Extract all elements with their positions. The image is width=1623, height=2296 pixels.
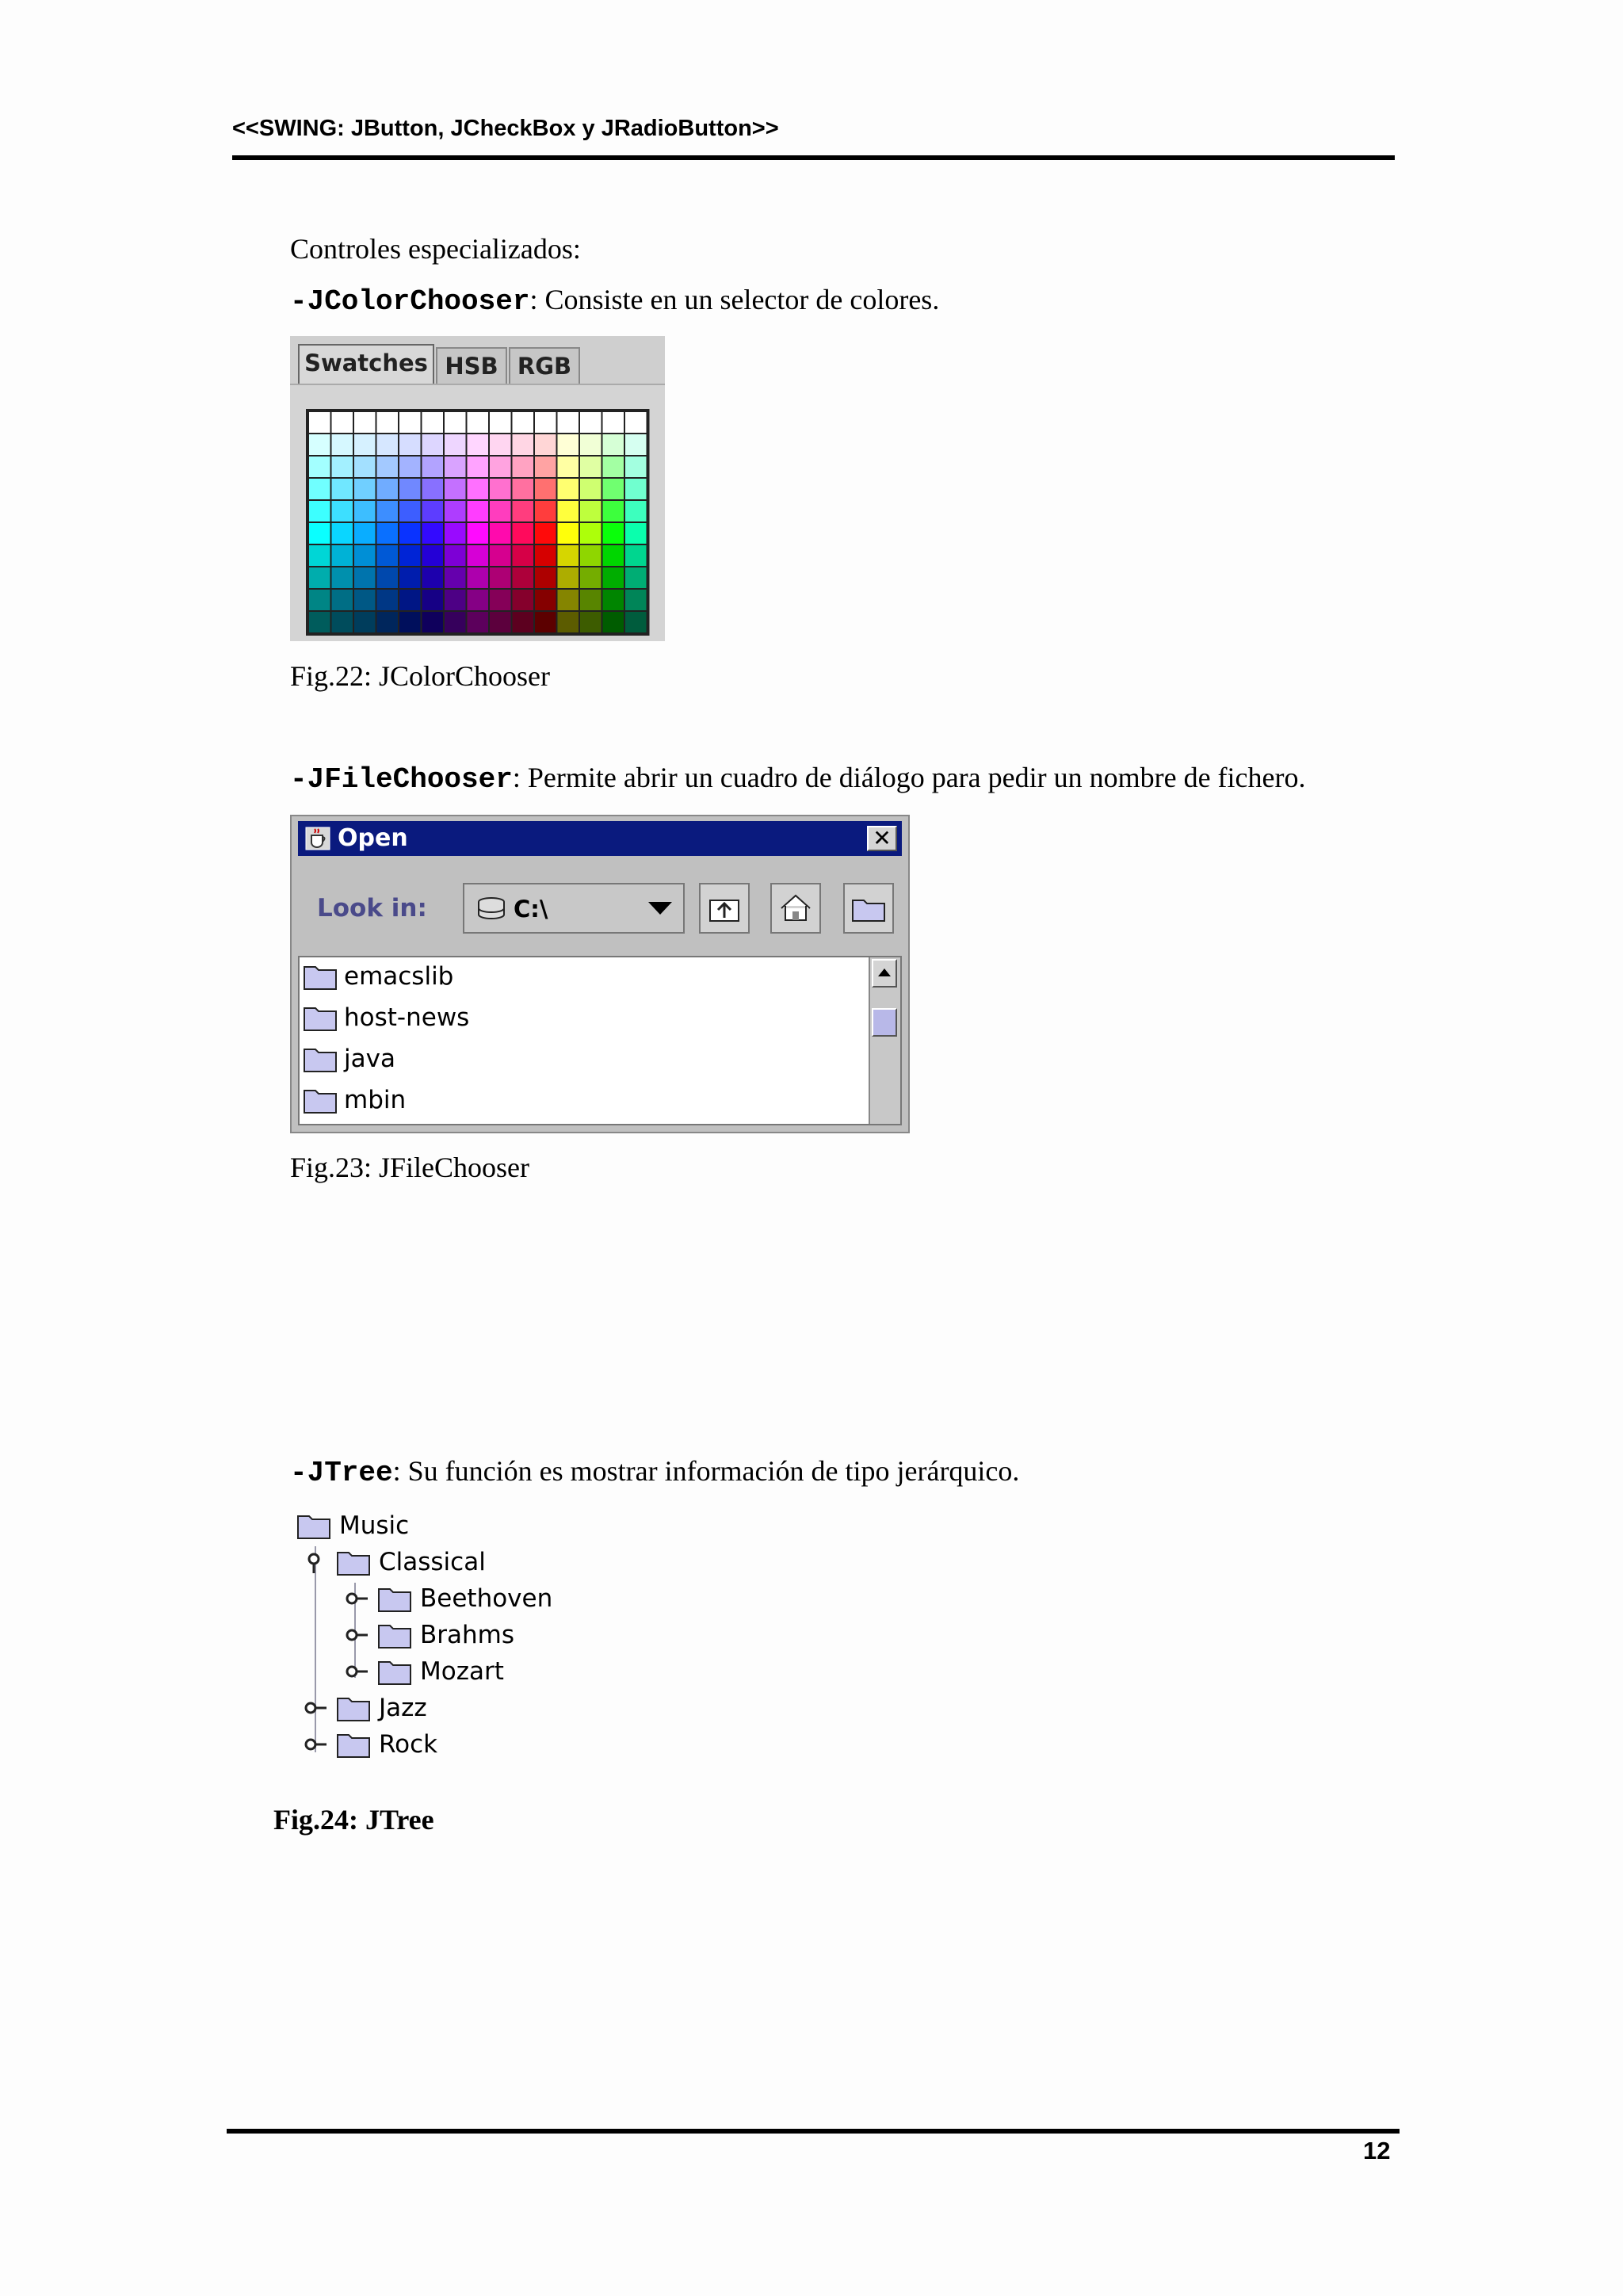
- swatch-cell[interactable]: [513, 412, 534, 433]
- swatch-cell[interactable]: [309, 612, 330, 632]
- swatch-cell[interactable]: [354, 545, 376, 566]
- look-in-value: C:\: [514, 896, 548, 923]
- swatch-cell[interactable]: [377, 567, 399, 588]
- chevron-down-icon: [648, 902, 672, 916]
- swatch-cell[interactable]: [309, 457, 330, 477]
- collapsed-handle-icon[interactable]: [344, 1626, 371, 1645]
- swatch-cell[interactable]: [603, 523, 624, 544]
- header-rule: [232, 155, 1395, 160]
- swatch-cell[interactable]: [603, 434, 624, 455]
- tree-code: -JTree: [290, 1457, 393, 1489]
- swatch-cell[interactable]: [332, 567, 353, 588]
- swatch-cell[interactable]: [535, 612, 556, 632]
- tree-node-label: Mozart: [420, 1657, 504, 1686]
- color-chooser-code: -JColorChooser: [290, 285, 530, 318]
- swatch-cell[interactable]: [558, 590, 579, 610]
- swatch-cell[interactable]: [354, 567, 376, 588]
- swatch-cell[interactable]: [422, 501, 444, 521]
- swatch-cell[interactable]: [399, 412, 421, 433]
- folder-icon: [377, 1619, 412, 1651]
- footer-rule: [227, 2129, 1400, 2134]
- swatch-cell[interactable]: [535, 412, 556, 433]
- folder-icon: [377, 1656, 412, 1687]
- fig22-caption: Fig.22: JColorChooser: [290, 660, 551, 692]
- swatch-cell[interactable]: [399, 457, 421, 477]
- swatch-cell[interactable]: [580, 479, 601, 499]
- swatch-cell[interactable]: [625, 457, 647, 477]
- tab-rgb[interactable]: RGB: [509, 347, 580, 384]
- swatch-cell[interactable]: [603, 545, 624, 566]
- swatch-cell[interactable]: [625, 501, 647, 521]
- swatch-cell[interactable]: [377, 434, 399, 455]
- swatch-cell[interactable]: [309, 590, 330, 610]
- swatch-cell[interactable]: [309, 567, 330, 588]
- swatch-cell[interactable]: [535, 457, 556, 477]
- swatch-cell[interactable]: [422, 590, 444, 610]
- swatch-cell[interactable]: [580, 523, 601, 544]
- swatch-cell[interactable]: [377, 412, 399, 433]
- swatch-cell[interactable]: [399, 501, 421, 521]
- swatch-cell[interactable]: [332, 479, 353, 499]
- swatch-cell[interactable]: [580, 612, 601, 632]
- swatch-cell[interactable]: [603, 612, 624, 632]
- swatch-cell[interactable]: [603, 567, 624, 588]
- swatch-cell[interactable]: [354, 501, 376, 521]
- scroll-up-button[interactable]: [872, 959, 897, 988]
- file-chooser-dialog: [290, 815, 910, 1133]
- up-folder-button[interactable]: [699, 883, 750, 934]
- dialog-title-bar: [298, 821, 902, 856]
- new-folder-icon: [845, 884, 892, 932]
- swatch-cell[interactable]: [354, 457, 376, 477]
- home-icon: [772, 884, 819, 932]
- swatch-cell[interactable]: [332, 457, 353, 477]
- folder-icon: [303, 1043, 338, 1075]
- drive-icon: [475, 896, 507, 921]
- java-cup-icon: [304, 826, 331, 851]
- tree-desc: : Su función es mostrar información de tipo jerárquico.: [392, 1455, 1020, 1487]
- color-chooser-widget: [290, 336, 665, 641]
- collapsed-handle-icon[interactable]: [303, 1735, 330, 1754]
- swatch-cell[interactable]: [490, 567, 511, 588]
- swatch-cell[interactable]: [558, 567, 579, 588]
- swatch-cell[interactable]: [422, 434, 444, 455]
- swatch-cell[interactable]: [309, 501, 330, 521]
- swatch-cell[interactable]: [580, 590, 601, 610]
- swatch-cell[interactable]: [445, 612, 466, 632]
- home-button[interactable]: [770, 883, 821, 934]
- swatch-cell[interactable]: [445, 590, 466, 610]
- swatch-cell[interactable]: [625, 612, 647, 632]
- color-chooser-desc: : Consiste en un selector de colores.: [529, 284, 940, 315]
- page-number: 12: [1363, 2137, 1391, 2164]
- folder-icon: [336, 1692, 371, 1724]
- expanded-handle-icon[interactable]: [304, 1551, 323, 1575]
- swatch-cell[interactable]: [580, 501, 601, 521]
- swatch-cell[interactable]: [377, 457, 399, 477]
- swatch-cell[interactable]: [490, 412, 511, 433]
- tree-node-label: Rock: [379, 1730, 438, 1759]
- swatch-cell[interactable]: [580, 434, 601, 455]
- swatch-cell[interactable]: [490, 501, 511, 521]
- swatch-cell[interactable]: [513, 567, 534, 588]
- swatch-cell[interactable]: [535, 479, 556, 499]
- list-item-label: host-news: [344, 1003, 470, 1032]
- tree-node-label: Brahms: [420, 1621, 515, 1649]
- swatch-cell[interactable]: [535, 434, 556, 455]
- swatch-cell[interactable]: [490, 612, 511, 632]
- swatch-cell[interactable]: [422, 457, 444, 477]
- tab-swatches[interactable]: Swatches: [298, 344, 434, 385]
- swatch-cell[interactable]: [490, 523, 511, 544]
- folder-icon: [377, 1583, 412, 1614]
- swatch-cell[interactable]: [332, 545, 353, 566]
- swatch-cell[interactable]: [468, 545, 489, 566]
- tree-node-label: Jazz: [379, 1694, 427, 1722]
- swatch-cell[interactable]: [399, 590, 421, 610]
- swatch-cell[interactable]: [558, 545, 579, 566]
- swatch-cell[interactable]: [422, 523, 444, 544]
- swatch-cell[interactable]: [332, 501, 353, 521]
- swatch-cell[interactable]: [468, 523, 489, 544]
- swatch-cell[interactable]: [513, 457, 534, 477]
- swatch-cell[interactable]: [377, 501, 399, 521]
- swatch-cell[interactable]: [535, 545, 556, 566]
- swatch-cell[interactable]: [377, 590, 399, 610]
- swatch-cell[interactable]: [399, 567, 421, 588]
- folder-icon: [303, 961, 338, 992]
- swatch-cell[interactable]: [445, 545, 466, 566]
- folder-icon: [336, 1729, 371, 1760]
- up-folder-icon: [701, 884, 748, 932]
- swatch-cell[interactable]: [625, 412, 647, 433]
- dialog-title: Open: [338, 824, 408, 852]
- swatch-cell[interactable]: [332, 434, 353, 455]
- fig23-caption: Fig.23: JFileChooser: [290, 1152, 530, 1183]
- close-button[interactable]: [867, 826, 897, 851]
- folder-icon: [303, 1084, 338, 1116]
- swatch-cell[interactable]: [468, 501, 489, 521]
- swatch-cell[interactable]: [332, 523, 353, 544]
- swatch-cell[interactable]: [468, 567, 489, 588]
- swatch-cell[interactable]: [309, 545, 330, 566]
- tree-node-label: Beethoven: [420, 1584, 553, 1613]
- swatch-cell[interactable]: [377, 612, 399, 632]
- swatch-cell[interactable]: [422, 412, 444, 433]
- collapsed-handle-icon[interactable]: [344, 1662, 371, 1681]
- swatch-cell[interactable]: [580, 567, 601, 588]
- look-in-label: Look in:: [317, 894, 427, 923]
- swatch-cell[interactable]: [625, 545, 647, 566]
- swatch-cell[interactable]: [309, 412, 330, 433]
- swatch-cell[interactable]: [603, 457, 624, 477]
- swatch-cell[interactable]: [422, 612, 444, 632]
- swatches-panel: [290, 384, 665, 641]
- swatch-cell[interactable]: [354, 412, 376, 433]
- swatch-cell[interactable]: [377, 523, 399, 544]
- file-list[interactable]: [298, 956, 902, 1125]
- swatch-cell[interactable]: [332, 412, 353, 433]
- tree-paragraph: [290, 1454, 1019, 1489]
- swatch-cell[interactable]: [535, 567, 556, 588]
- vertical-scrollbar[interactable]: [869, 957, 900, 1124]
- swatch-cell[interactable]: [445, 434, 466, 455]
- swatch-cell[interactable]: [422, 567, 444, 588]
- swatch-cell[interactable]: [513, 434, 534, 455]
- tree-node-label: Music: [339, 1511, 410, 1540]
- arrow-up-icon: [873, 961, 896, 986]
- swatch-cell[interactable]: [490, 479, 511, 499]
- swatch-cell[interactable]: [309, 434, 330, 455]
- list-item-label: emacslib: [344, 962, 454, 991]
- tree-node-label: Classical: [379, 1548, 486, 1576]
- swatch-cell[interactable]: [354, 479, 376, 499]
- swatch-cell[interactable]: [309, 479, 330, 499]
- swatch-cell[interactable]: [535, 501, 556, 521]
- folder-icon: [303, 1002, 338, 1033]
- swatch-cell[interactable]: [490, 545, 511, 566]
- swatch-cell[interactable]: [468, 479, 489, 499]
- swatch-cell[interactable]: [603, 590, 624, 610]
- swatch-cell[interactable]: [625, 434, 647, 455]
- swatch-cell[interactable]: [558, 479, 579, 499]
- tab-hsb[interactable]: HSB: [436, 347, 507, 384]
- swatch-cell[interactable]: [535, 590, 556, 610]
- new-folder-button[interactable]: [843, 883, 894, 934]
- list-item-label: mbin: [344, 1086, 407, 1114]
- intro-text: Controles especializados:: [290, 233, 581, 265]
- swatch-cell[interactable]: [445, 523, 466, 544]
- swatch-cell[interactable]: [332, 612, 353, 632]
- swatch-cell[interactable]: [558, 501, 579, 521]
- swatch-cell[interactable]: [535, 523, 556, 544]
- swatch-cell[interactable]: [377, 479, 399, 499]
- folder-icon: [336, 1546, 371, 1578]
- swatch-cell[interactable]: [625, 567, 647, 588]
- swatch-cell[interactable]: [399, 612, 421, 632]
- swatch-cell[interactable]: [377, 545, 399, 566]
- color-chooser-paragraph: [290, 283, 939, 318]
- swatch-grid[interactable]: [306, 409, 651, 639]
- swatch-cell[interactable]: [354, 434, 376, 455]
- swatch-cell[interactable]: [513, 590, 534, 610]
- list-item-label: java: [344, 1045, 395, 1073]
- swatch-cell[interactable]: [580, 457, 601, 477]
- swatch-cell[interactable]: [513, 501, 534, 521]
- swatch-cell[interactable]: [625, 479, 647, 499]
- swatch-cell[interactable]: [513, 612, 534, 632]
- swatch-cell[interactable]: [468, 590, 489, 610]
- collapsed-handle-icon[interactable]: [303, 1698, 330, 1717]
- swatch-cell[interactable]: [603, 412, 624, 433]
- swatch-cell[interactable]: [513, 479, 534, 499]
- swatch-cell[interactable]: [445, 501, 466, 521]
- swatch-cell[interactable]: [625, 523, 647, 544]
- swatch-cell[interactable]: [468, 612, 489, 632]
- page-header-title: <<SWING: JButton, JCheckBox y JRadioButton>>: [232, 116, 779, 141]
- swatch-cell[interactable]: [445, 479, 466, 499]
- swatch-cell[interactable]: [490, 590, 511, 610]
- swatch-cell[interactable]: [445, 567, 466, 588]
- swatch-cell[interactable]: [399, 523, 421, 544]
- swatch-cell[interactable]: [603, 479, 624, 499]
- swatch-cell[interactable]: [332, 590, 353, 610]
- swatch-cell[interactable]: [422, 479, 444, 499]
- swatch-cell[interactable]: [625, 590, 647, 610]
- swatch-cell[interactable]: [445, 457, 466, 477]
- swatch-cell[interactable]: [490, 457, 511, 477]
- look-in-combo[interactable]: [463, 883, 685, 934]
- swatch-cell[interactable]: [558, 612, 579, 632]
- swatch-cell[interactable]: [468, 412, 489, 433]
- scroll-thumb[interactable]: [872, 1008, 897, 1037]
- swatch-cell[interactable]: [603, 501, 624, 521]
- file-chooser-desc: : Permite abrir un cuadro de diálogo para pedir un nombre de fichero.: [512, 762, 1306, 793]
- swatch-cell[interactable]: [580, 412, 601, 433]
- folder-icon: [296, 1510, 331, 1541]
- swatch-cell[interactable]: [468, 434, 489, 455]
- swatch-cell[interactable]: [354, 612, 376, 632]
- swatch-cell[interactable]: [558, 434, 579, 455]
- swatch-cell[interactable]: [513, 523, 534, 544]
- collapsed-handle-icon[interactable]: [344, 1589, 371, 1608]
- swatch-cell[interactable]: [513, 545, 534, 566]
- swatch-cell[interactable]: [468, 457, 489, 477]
- swatch-cell[interactable]: [399, 479, 421, 499]
- jtree-widget: [293, 1510, 610, 1771]
- swatch-cell[interactable]: [558, 457, 579, 477]
- swatch-cell[interactable]: [309, 523, 330, 544]
- swatch-cell[interactable]: [558, 523, 579, 544]
- fig24-caption: Fig.24: JTree: [273, 1804, 434, 1836]
- swatch-cell[interactable]: [354, 523, 376, 544]
- close-icon: ✕: [873, 825, 892, 851]
- file-chooser-paragraph: [290, 761, 1306, 796]
- file-chooser-code: -JFileChooser: [290, 763, 513, 796]
- swatch-cell[interactable]: [445, 412, 466, 433]
- swatch-cell[interactable]: [354, 590, 376, 610]
- swatch-cell[interactable]: [490, 434, 511, 455]
- swatch-cell[interactable]: [580, 545, 601, 566]
- swatch-cell[interactable]: [399, 434, 421, 455]
- swatch-cell[interactable]: [558, 412, 579, 433]
- swatch-cell[interactable]: [422, 545, 444, 566]
- swatch-cell[interactable]: [399, 545, 421, 566]
